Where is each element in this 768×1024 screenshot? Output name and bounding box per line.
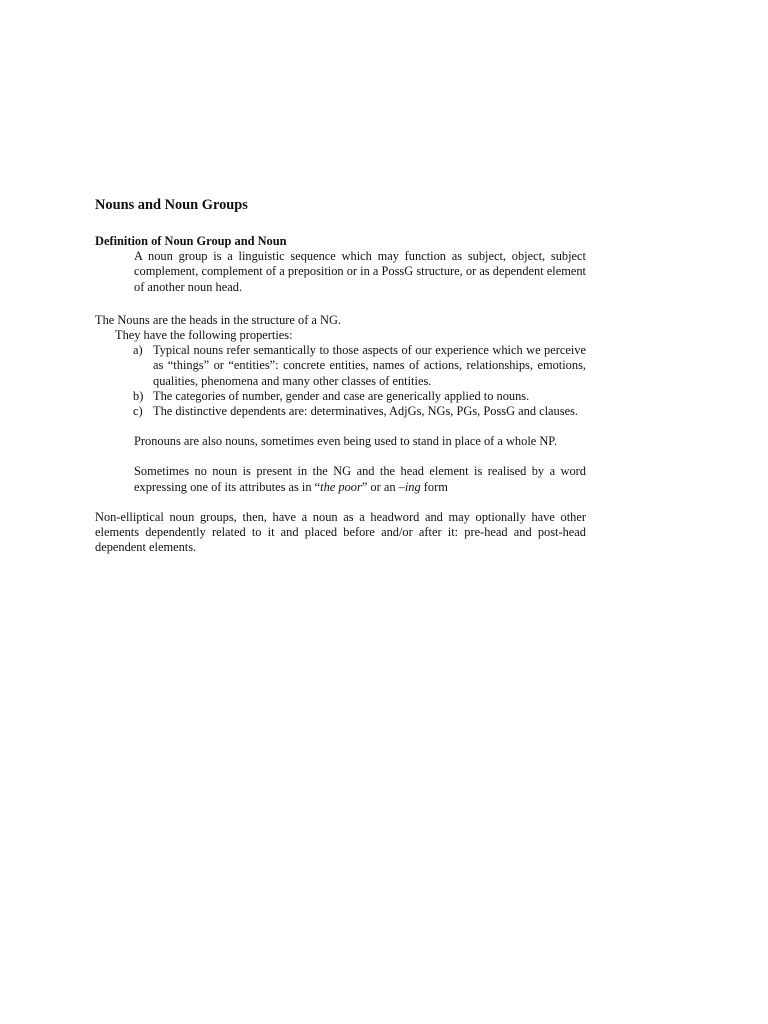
list-marker: c)	[133, 404, 143, 419]
no-noun-text-middle: ” or an –	[361, 479, 405, 494]
list-item-text: The categories of number, gender and case are generically applied to nouns.	[153, 388, 530, 403]
list-marker: b)	[133, 388, 144, 403]
list-item	[133, 389, 586, 404]
list-item	[133, 343, 586, 389]
list-item	[133, 404, 586, 419]
definition-text: A noun group is a linguistic sequence which may function as subject, object, subject complement, complement of a preposition or in a PossG structure, or as dependent element of another noun head.	[134, 249, 586, 294]
document-page	[95, 196, 586, 555]
italic-example-ing: ing	[404, 479, 421, 494]
italic-example-the-poor: the poor	[320, 479, 362, 494]
list-item-text: Typical nouns refer semantically to those aspects of our experience which we perceive as “things” or “entities”: concrete entities, names of actions, relationships, emotions, qualities, phenomena and many other classes of entities.	[153, 343, 586, 388]
nouns-intro: The Nouns are the heads in the structure of a NG.	[95, 312, 342, 327]
pronouns-paragraph: Pronouns are also nouns, sometimes even being used to stand in place of a whole NP.	[134, 434, 557, 449]
no-noun-text-after: form	[420, 479, 448, 494]
closing-paragraph: Non-elliptical noun groups, then, have a noun as a headword and may optionally have other elements dependently related to it and placed before and/or after it: pre-head and post-head dependent elements.	[95, 509, 586, 555]
properties-intro: They have the following properties:	[115, 328, 293, 343]
list-item-text: The distinctive dependents are: determinatives, AdjGs, NGs, PGs, PossG and clauses.	[153, 404, 578, 419]
no-noun-text-before: Sometimes no noun is present in the NG and the head element is realised by a word expressing one of its attributes as in “	[134, 464, 586, 494]
page-title: Nouns and Noun Groups	[95, 197, 248, 213]
properties-list	[133, 343, 586, 419]
section-heading: Definition of Noun Group and Noun	[95, 234, 287, 248]
no-noun-paragraph	[134, 464, 586, 494]
list-marker: a)	[133, 343, 143, 358]
